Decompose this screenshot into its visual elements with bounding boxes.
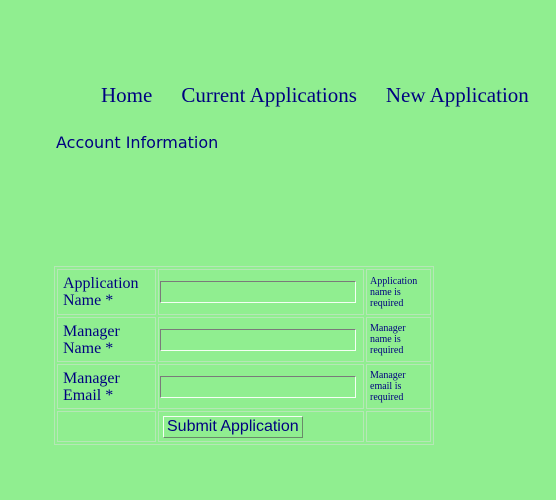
manager-name-msg-line1: Manager	[370, 323, 406, 334]
manager-email-input-cell	[158, 364, 364, 409]
new-application-form	[54, 266, 434, 445]
manager-email-input[interactable]	[160, 376, 356, 398]
form-row-manager-email	[57, 364, 431, 409]
application-name-msg-line3: required	[370, 297, 404, 309]
manager-email-msg-line1: Manager	[370, 370, 406, 381]
application-name-label-line2: Name *	[63, 292, 114, 309]
submit-row-empty-message-cell	[366, 411, 431, 442]
application-name-label	[57, 269, 156, 315]
manager-name-msg-line3: required	[370, 345, 404, 356]
manager-name-label-line1: Manager	[63, 322, 120, 340]
application-name-input[interactable]	[160, 281, 356, 303]
application-name-label-line1: Application	[63, 275, 139, 292]
submit-application-button[interactable]: Submit Application	[163, 416, 303, 438]
manager-name-label-line2: Name *	[63, 339, 114, 357]
application-name-input-cell	[158, 269, 364, 315]
application-name-msg-line1: Application	[370, 275, 418, 287]
manager-name-msg-line2: name is	[370, 334, 401, 345]
submit-button-cell	[158, 411, 364, 442]
form-row-manager-name	[57, 317, 431, 362]
manager-email-label-line1: Manager	[63, 369, 120, 387]
manager-name-validation-message	[366, 317, 431, 362]
page-heading-fragment	[246, 0, 272, 3]
manager-email-label-line2: Email *	[63, 386, 114, 404]
application-name-msg-line2: name is	[370, 286, 401, 298]
manager-email-label	[57, 364, 156, 409]
manager-email-msg-line3: required	[370, 392, 404, 403]
manager-name-input[interactable]	[160, 329, 356, 351]
nav-new-application-link[interactable]: New Application	[385, 83, 529, 107]
nav-home-link[interactable]: Home	[101, 83, 153, 107]
manager-name-input-cell	[158, 317, 364, 362]
manager-email-validation-message	[366, 364, 431, 409]
manager-email-msg-line2: email is	[370, 381, 402, 392]
main-nav	[101, 80, 529, 110]
application-name-validation-message	[366, 269, 431, 315]
nav-current-applications-link[interactable]: Current Applications	[181, 83, 357, 107]
form-row-submit	[57, 411, 431, 442]
manager-name-label	[57, 317, 156, 362]
account-information-heading: Account Information	[56, 133, 219, 152]
submit-row-empty-label-cell	[57, 411, 156, 442]
form-row-application-name	[57, 269, 431, 315]
